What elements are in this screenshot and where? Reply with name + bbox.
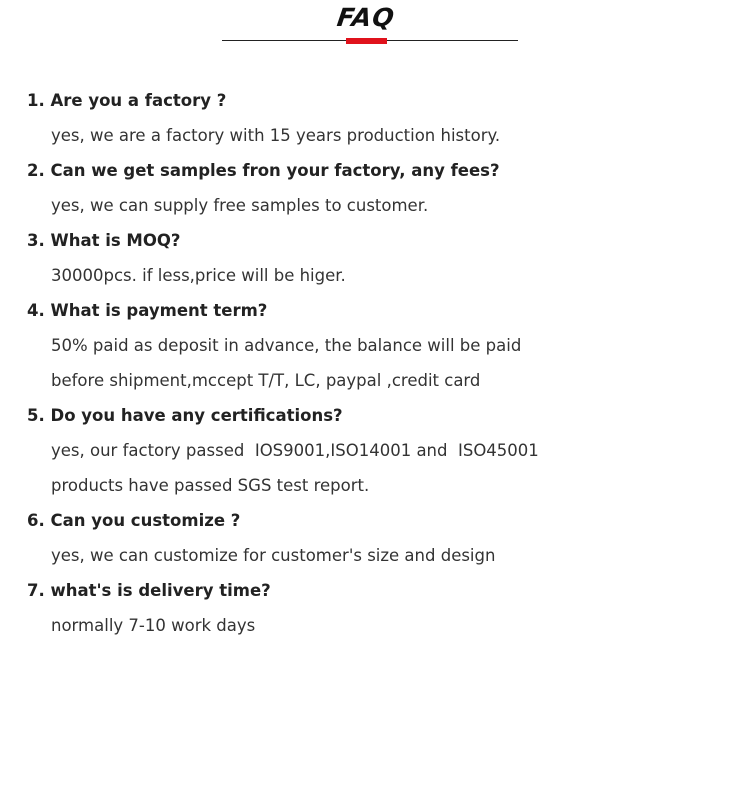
- faq-item: [0, 573, 750, 643]
- faq-answer: 50% paid as deposit in advance, the balance will be paid: [51, 336, 522, 355]
- faq-question: 6. Can you customize ?: [27, 511, 241, 530]
- title-accent-bar: [346, 38, 387, 44]
- faq-item: [0, 83, 750, 153]
- faq-item: [0, 223, 750, 293]
- faq-question: 7. what's is delivery time?: [27, 581, 271, 600]
- faq-answer: normally 7-10 work days: [51, 616, 256, 635]
- faq-question: 4. What is payment term?: [27, 301, 268, 320]
- faq-question: 3. What is MOQ?: [27, 231, 181, 250]
- faq-answer: before shipment,mccept T/T, LC, paypal ,credit card: [51, 371, 481, 390]
- faq-item: [0, 153, 750, 223]
- faq-answer: yes, we can customize for customer's size and design: [51, 546, 496, 565]
- faq-question: 2. Can we get samples fron your factory, any fees?: [27, 161, 500, 180]
- faq-answer: yes, we can supply free samples to customer.: [51, 196, 429, 215]
- faq-item: [0, 503, 750, 573]
- faq-answer: 30000pcs. if less,price will be higer.: [51, 266, 346, 285]
- faq-header: [0, 0, 750, 60]
- faq-answer: yes, our factory passed IOS9001,ISO14001 and ISO45001: [51, 441, 539, 460]
- faq-answer: products have passed SGS test report.: [51, 476, 370, 495]
- faq-item: [0, 398, 750, 503]
- faq-list: [0, 83, 750, 643]
- faq-answer: yes, we are a factory with 15 years production history.: [51, 126, 501, 145]
- faq-question: 1. Are you a factory ?: [27, 91, 227, 110]
- faq-question: 5. Do you have any certifications?: [27, 406, 343, 425]
- page-title: FAQ: [335, 3, 397, 32]
- faq-item: [0, 293, 750, 398]
